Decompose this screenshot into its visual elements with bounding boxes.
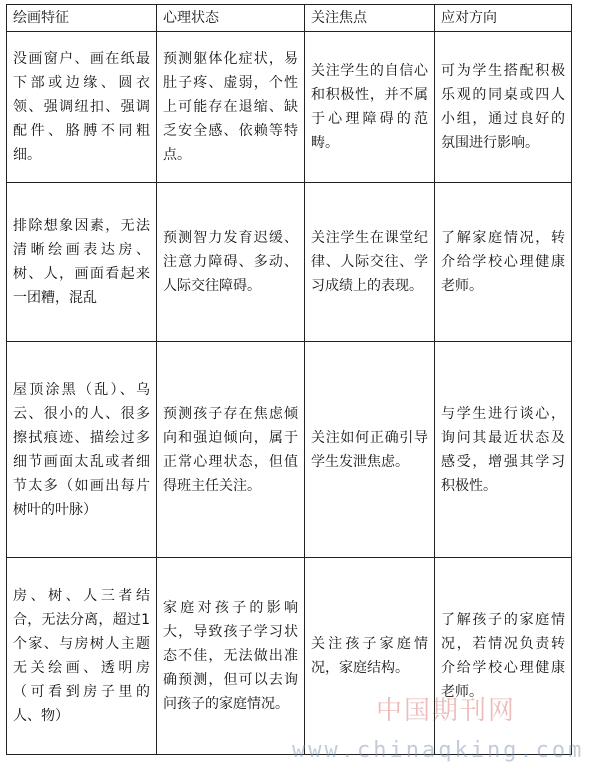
table-cell: 房、树、人三者结合，无法分离，超过1个家、与房树人主题无关绘画、透明房（可看到房子里的人、物） <box>7 558 157 755</box>
header-row <box>7 5 572 32</box>
table-cell: 了解孩子的家庭情况，若情况负责转介给学校心理健康老师。 <box>435 558 572 755</box>
table-cell: 预测躯体化症状，易肚子疼、虚弱，个性上可能存在退缩、缺乏安全感、依赖等特点。 <box>157 32 305 183</box>
table-cell: 屋顶涂黑（乱）、乌云、很小的人、很多擦拭痕迹、描绘过多细节画面太乱或者细节太多（如画出每片树叶的叶脉） <box>7 342 157 558</box>
table-row <box>7 183 572 342</box>
table-cell: 关注学生的自信心和积极性，并不属于心理障碍的范畴。 <box>305 32 435 183</box>
table-cell: 排除想象因素，无法清晰绘画表达房、树、人，画面看起来一团糟，混乱 <box>7 183 157 342</box>
table-cell: 可为学生搭配积极乐观的同桌或四人小组，通过良好的氛围进行影响。 <box>435 32 572 183</box>
table-cell: 与学生进行谈心，询问其最近状态及感受，增强其学习积极性。 <box>435 342 572 558</box>
table-cell: 预测智力发育迟缓、注意力障碍、多动、人际交往障碍。 <box>157 183 305 342</box>
table-cell: 关注学生在课堂纪律、人际交往、学习成绩上的表现。 <box>305 183 435 342</box>
watermark-url: www.chinaqking.com <box>292 738 585 763</box>
header-response: 应对方向 <box>435 5 572 32</box>
table-row <box>7 342 572 558</box>
header-psychological-state: 心理状态 <box>157 5 305 32</box>
watermark-name: 中国期刊网 <box>376 696 517 726</box>
table-cell: 没画窗户、画在纸最下部或边缘、圆衣领、强调纽扣、强调配件、胳膊不同粗细。 <box>7 32 157 183</box>
table-cell: 预测孩子存在焦虑倾向和强迫倾向，属于正常心理状态，但值得班主任关注。 <box>157 342 305 558</box>
table-row <box>7 32 572 183</box>
table-cell: 关注孩子家庭情况，家庭结构。 <box>305 558 435 755</box>
header-drawing-features: 绘画特征 <box>7 5 157 32</box>
table-cell: 关注如何正确引导学生发泄焦虑。 <box>305 342 435 558</box>
header-focus: 关注焦点 <box>305 5 435 32</box>
table-cell: 家庭对孩子的影响大，导致孩子学习状态不佳，无法做出准确预测，但可以去询问孩子的家庭情况。 <box>157 558 305 755</box>
table-cell: 了解家庭情况，转介给学校心理健康老师。 <box>435 183 572 342</box>
psychology-table <box>6 4 572 755</box>
